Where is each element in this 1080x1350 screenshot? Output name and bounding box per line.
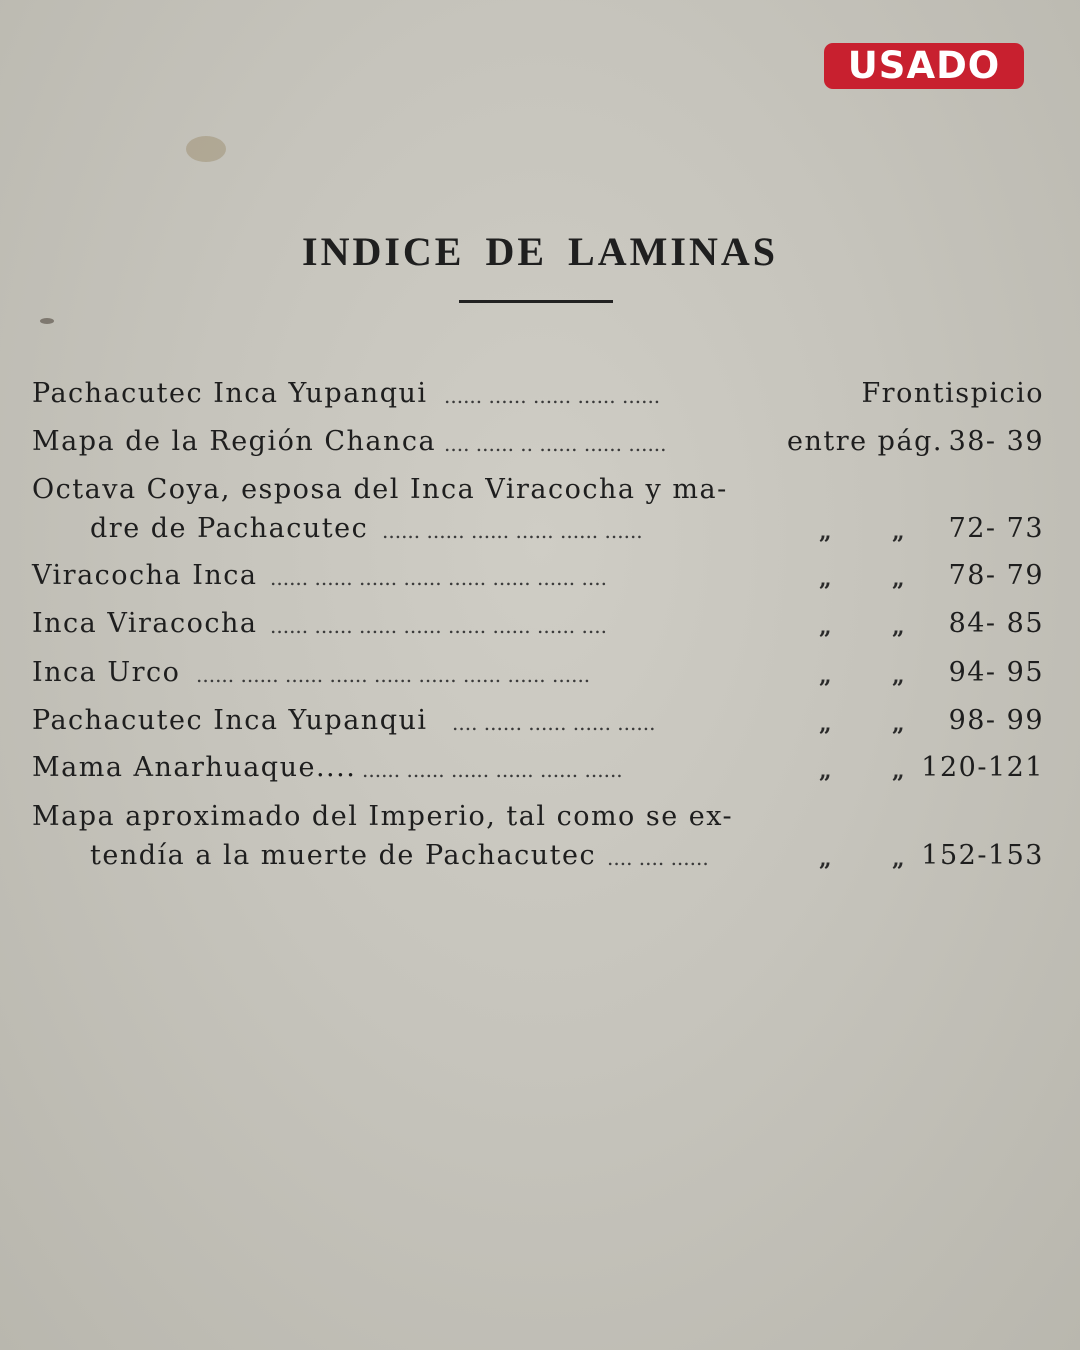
plate-entry [0, 513, 1080, 553]
entry-title: Mapa de la Región Chanca [32, 426, 437, 457]
plate-entry [0, 752, 1080, 792]
leader-dots: ...... ...... ...... ...... ...... [444, 384, 661, 408]
entry-title: Pachacutec Inca Yupanqui [32, 705, 428, 736]
ditto-mark: „ [819, 614, 834, 640]
ditto-mark: „ [892, 566, 907, 592]
entry-pages: 152-153 [921, 840, 1044, 871]
used-badge: USADO [824, 43, 1024, 89]
ditto-mark: „ [819, 711, 834, 737]
leader-dots: ...... ...... ...... ...... ...... ...... ...... .... [270, 614, 607, 638]
entry-pages: 120-121 [921, 752, 1044, 783]
entry-pages: 78- 79 [948, 560, 1044, 591]
entry-pages: 98- 99 [948, 705, 1044, 736]
paper-stain [40, 318, 54, 324]
entry-title: Mama Anarhuaque.... [32, 752, 357, 783]
entry-pages: Frontispicio [861, 378, 1044, 409]
plate-entry [0, 840, 1080, 880]
leader-dots: ...... ...... ...... ...... ...... ...... [362, 758, 623, 782]
entry-title: Inca Viracocha [32, 608, 258, 639]
ditto-mark: „ [819, 566, 834, 592]
entry-title: Mapa aproximado del Imperio, tal como se ex- [32, 801, 734, 832]
ditto-mark: „ [892, 758, 907, 784]
ditto-mark: „ [819, 846, 834, 872]
entry-title: Viracocha Inca [32, 560, 258, 591]
plate-entry [0, 378, 1080, 418]
ditto-mark: „ [892, 614, 907, 640]
title-underline [459, 300, 613, 303]
ditto-mark: „ [892, 711, 907, 737]
plate-entry [0, 560, 1080, 600]
leader-dots: .... ...... .. ...... ...... ...... [444, 432, 667, 456]
entry-pages: 94- 95 [948, 657, 1044, 688]
entry-reference: entre pág. [787, 426, 943, 457]
leader-dots: ...... ...... ...... ...... ...... ...... [382, 519, 643, 543]
entry-pages: 84- 85 [948, 608, 1044, 639]
plate-entry-line [0, 801, 1080, 841]
ditto-mark: „ [892, 846, 907, 872]
paper-stain [186, 136, 226, 162]
leader-dots: ...... ...... ...... ...... ...... ...... ...... .... [270, 566, 607, 590]
ditto-mark: „ [892, 663, 907, 689]
entry-pages: 38- 39 [948, 426, 1044, 457]
ditto-mark: „ [819, 758, 834, 784]
entry-title: Octava Coya, esposa del Inca Viracocha y ma- [32, 474, 728, 505]
entry-title: Inca Urco [32, 657, 181, 688]
plate-entry [0, 426, 1080, 466]
entry-title: dre de Pachacutec [90, 513, 369, 544]
entry-title: tendía a la muerte de Pachacutec [90, 840, 597, 871]
ditto-mark: „ [819, 519, 834, 545]
leader-dots: ...... ...... ...... ...... ...... ...... ...... ...... ...... [196, 663, 591, 687]
entry-pages: 72- 73 [948, 513, 1044, 544]
plate-entry-line [0, 474, 1080, 514]
plate-entry [0, 657, 1080, 697]
ditto-mark: „ [892, 519, 907, 545]
page-title: INDICE DE LAMINAS [302, 229, 778, 274]
plate-entry [0, 608, 1080, 648]
leader-dots: .... .... ...... [607, 846, 709, 870]
plate-entry [0, 705, 1080, 745]
ditto-mark: „ [819, 663, 834, 689]
entry-title: Pachacutec Inca Yupanqui [32, 378, 428, 409]
leader-dots: .... ...... ...... ...... ...... [452, 711, 656, 735]
